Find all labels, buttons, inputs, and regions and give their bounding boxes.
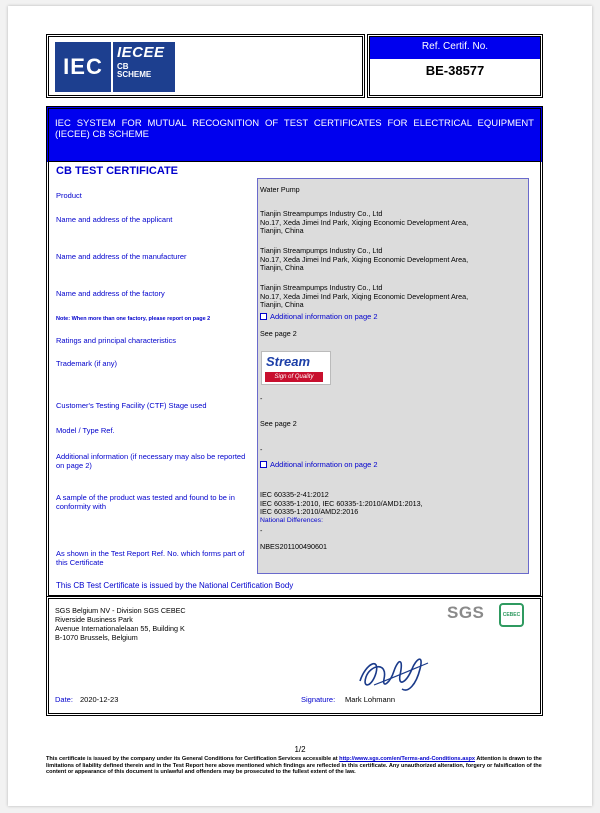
national-differences-label: National Differences: [260, 517, 323, 524]
checkbox-icon[interactable] [260, 461, 267, 468]
value-manufacturer [260, 247, 528, 273]
address-line-4: B-1070 Brussels, Belgium [55, 633, 138, 642]
checkbox-icon[interactable] [260, 313, 267, 320]
factory-note: Note: When more than one factory, please report on page 2 [56, 316, 211, 322]
trademark-logo [261, 351, 331, 385]
date-label: Date: [55, 695, 73, 704]
standard-3: IEC 60335-1:2010/AMD2:2016 [260, 507, 359, 516]
applicant-addr-2: Tianjin, China [260, 226, 304, 235]
factory-addr-1: No.17, Xeda Jimei Ind Park, Xiqing Economic Development Area, [260, 291, 469, 301]
label-additional: Additional information (if necessary may also be reported on page 2) [56, 452, 246, 470]
manufacturer-name: Tianjin Streampumps Industry Co., Ltd [260, 246, 383, 255]
iecee-logo-text: IECEE [117, 44, 165, 61]
certificate-title: CB TEST CERTIFICATE [56, 165, 179, 177]
additional-info-link-page2[interactable] [260, 460, 378, 469]
sgs-logo: SGS [447, 603, 485, 622]
value-factory [260, 284, 528, 310]
disclaimer-text-1: This certificate is issued by the company under its General Conditions for Certification Services accessible at [46, 756, 340, 762]
manufacturer-addr-1: No.17, Xeda Jimei Ind Park, Xiqing Economic Development Area, [260, 254, 469, 264]
ref-certif-label: Ref. Certif. No. [370, 37, 540, 59]
manufacturer-addr-2: Tianjin, China [260, 263, 304, 272]
factory-name: Tianjin Streampumps Industry Co., Ltd [260, 283, 383, 292]
label-ratings: Ratings and principal characteristics [56, 336, 177, 345]
factory-addr-2: Tianjin, China [260, 300, 304, 309]
value-standards [260, 491, 528, 517]
disclaimer-text-2: Attention is drawn to the limitations of liability defined therein and in the Test Report here above mentioned which findings are reflected in this certificate. Any unauthorized alteration, forgery or falsification of the content or appearance of this document is unlawful and offenders may be prosecuted to the fullest extent of the law. [46, 756, 542, 776]
value-model: See page 2 [260, 419, 297, 428]
address-line-1: SGS Belgium NV - Division SGS CEBEC [55, 606, 186, 615]
applicant-name: Tianjin Streampumps Industry Co., Ltd [260, 209, 383, 218]
label-model: Model / Type Ref. [56, 426, 115, 435]
label-report: As shown in the Test Report Ref. No. which forms part of this Certificate [56, 549, 245, 567]
label-product: Product [56, 191, 82, 200]
iec-logo: IEC [55, 42, 111, 92]
page-number: 1/2 [294, 745, 306, 754]
scheme-banner: IEC SYSTEM FOR MUTUAL RECOGNITION OF TEST CERTIFICATES FOR ELECTRICAL EQUIPMENT (IECEE) CB SCHEME [46, 106, 543, 164]
value-applicant [260, 210, 528, 236]
applicant-addr-1: No.17, Xeda Jimei Ind Park, Xiqing Economic Development Area, [260, 217, 469, 227]
additional-info-link-factory[interactable] [260, 312, 378, 321]
label-trademark: Trademark (if any) [56, 359, 117, 368]
value-additional: - [260, 445, 263, 454]
ncb-address [55, 606, 186, 642]
value-ratings: See page 2 [260, 329, 297, 338]
cb-logo-text: CB [117, 62, 129, 71]
trademark-tagline: Sign of Quality [265, 372, 323, 382]
reference-box [367, 34, 543, 98]
standard-1: IEC 60335-2-41:2012 [260, 490, 329, 499]
signature-label: Signature: [301, 695, 336, 704]
additional-info-link-text: Additional information on page 2 [270, 312, 378, 321]
label-factory: Name and address of the factory [56, 289, 165, 298]
value-ctf: - [260, 394, 263, 403]
scheme-logo-text: SCHEME [117, 70, 152, 79]
handwritten-signature [354, 643, 434, 699]
signature-name: Mark Lohmann [345, 695, 396, 704]
legal-disclaimer [46, 756, 546, 776]
logo-box [46, 34, 365, 98]
ref-certif-number: BE-38577 [425, 63, 485, 78]
certificate-body [46, 162, 543, 598]
ncb-footer [46, 596, 543, 716]
value-product: Water Pump [260, 185, 300, 194]
address-line-3: Avenue Internationalelaan 55, Building K [55, 624, 185, 633]
additional-info-link-text: Additional information on page 2 [270, 460, 378, 469]
terms-link[interactable]: http://www.sgs.com/en/Terms-and-Conditions.aspx [339, 756, 475, 762]
cebec-logo: CEBEC [499, 603, 524, 627]
label-manufacturer: Name and address of the manufacturer [56, 252, 187, 261]
value-report-no: NBES201100490601 [260, 542, 328, 551]
label-applicant: Name and address of the applicant [56, 215, 173, 224]
national-differences-value: - [260, 526, 263, 535]
date-value: 2020-12-23 [80, 695, 119, 704]
standard-2: IEC 60335-1:2010, IEC 60335-1:2010/AMD1:2013, [260, 498, 423, 508]
trademark-name: Stream [266, 354, 311, 369]
address-line-2: Riverside Business Park [55, 615, 133, 624]
label-ctf: Customer's Testing Facility (CTF) Stage used [56, 401, 207, 410]
issued-by-statement: This CB Test Certificate is issued by the National Certification Body [56, 581, 294, 590]
iecee-cb-scheme-logo [113, 42, 175, 92]
label-sample: A sample of the product was tested and found to be in conformity with [56, 493, 235, 511]
